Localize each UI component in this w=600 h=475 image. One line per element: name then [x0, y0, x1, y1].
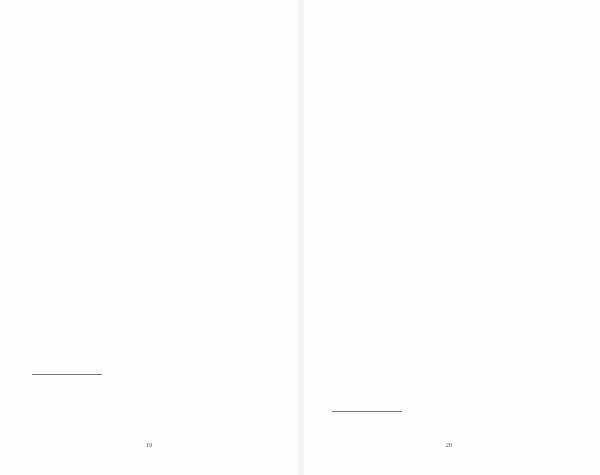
- right-footnote-rule: [332, 411, 402, 412]
- book-gutter: [296, 0, 306, 475]
- left-footnote-rule: [32, 374, 102, 375]
- left-page: [14, 0, 284, 475]
- right-page-number: 20: [445, 442, 453, 449]
- right-page: [314, 0, 584, 475]
- left-page-number: 19: [145, 442, 153, 449]
